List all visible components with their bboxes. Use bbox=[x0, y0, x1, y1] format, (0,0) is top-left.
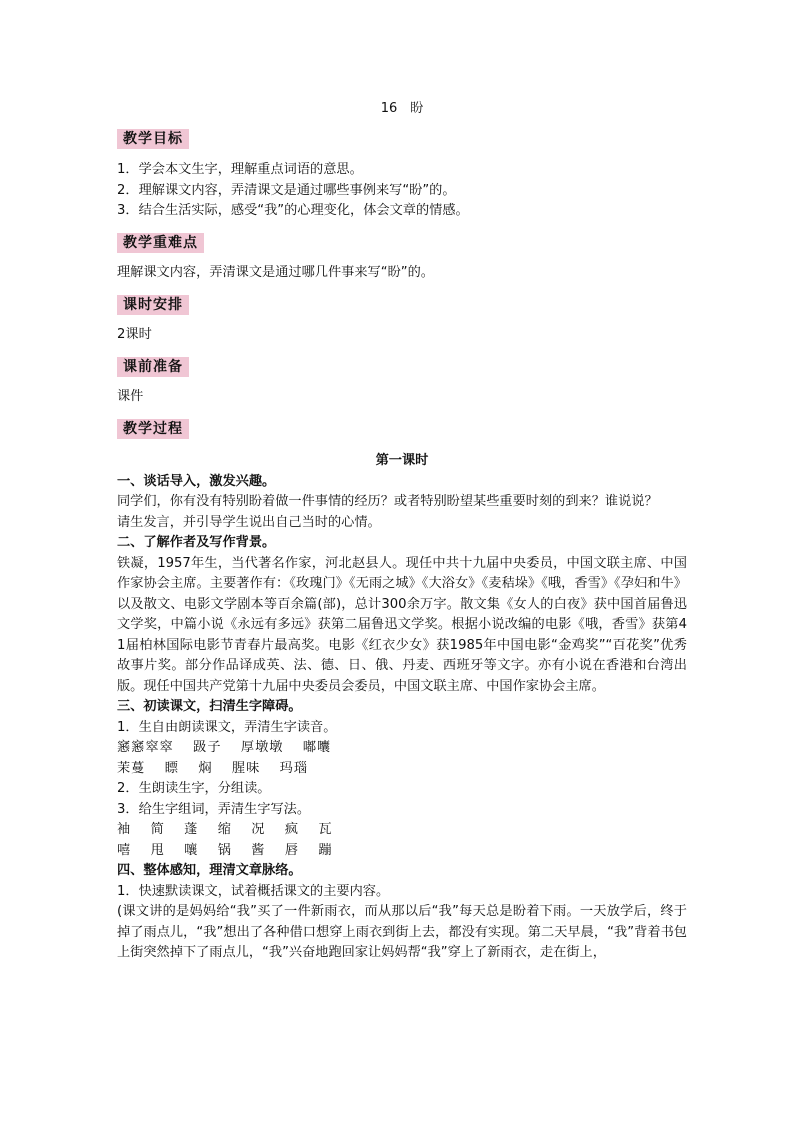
part1-para1: 同学们，你有没有特别盼着做一件事情的经历？或者特别盼望某些重要时刻的到来？谁说说？ bbox=[117, 494, 658, 509]
section-tag-goals: 教学目标 bbox=[117, 129, 189, 149]
part1-heading: 一、谈话导入，激发兴趣。 bbox=[117, 473, 276, 489]
schedule-line: 2课时 bbox=[117, 327, 152, 342]
part3-step1: 1．生自由朗读课文，弄清生字读音。 bbox=[117, 719, 337, 735]
schedule-text bbox=[117, 325, 687, 346]
part3-heading: 三、初读课文，扫清生字障碍。 bbox=[117, 699, 302, 714]
section-goals bbox=[117, 128, 687, 149]
goals-list bbox=[117, 160, 687, 222]
chars-row-1: 袖 简 蓬 缩 况 疯 瓦 bbox=[117, 822, 333, 837]
section-tag-prep: 课前准备 bbox=[117, 357, 189, 377]
document-title: 16 盼 bbox=[380, 101, 424, 116]
goal-item: 1．学会本文生字，理解重点词语的意思。 bbox=[117, 162, 363, 177]
key-points-line: 理解课文内容，弄清课文是通过哪几件事来写“盼”的。 bbox=[117, 265, 434, 280]
section-tag-process: 教学过程 bbox=[117, 419, 189, 439]
part2-para: 铁凝，1957年生，当代著名作家，河北赵县人。现任中共十九届中央委员，中国文联主席、中国作家协会主席。主要著作有：《玫瑰门》《无雨之城》《大浴女》《麦秸垛》《哦，香雪》《孕妇和牛》以及散文、电影文学剧本等百余篇(部)，总计300余万字。散文集《女人的白夜》获中国首届鲁迅文学奖，中篇小说《永远有多远》获第二届鲁迅文学奖。根据小说改编的电影《哦，香雪》获第41届柏林国际电影节青春片最高奖。电影《红衣少女》获1985年中国电影“金鸡奖”“百花奖”优秀故事片奖。部分作品译成英、法、德、日、俄、丹麦、西班牙等文字。亦有小说在香港和台湾出版。现任中国共产党第十九届中央委员会委员，中国文联主席、中国作家协会主席。 bbox=[117, 555, 687, 694]
part3-step3: 3．给生字组词，弄清生字写法。 bbox=[117, 801, 311, 817]
part2-heading: 二、了解作者及写作背景。 bbox=[117, 535, 276, 550]
vocab-row-2: 茉蔓 瞟 焖 腥味 玛瑙 bbox=[117, 760, 309, 776]
section-prep bbox=[117, 356, 687, 377]
part1-para2: 请生发言，并引导学生说出自己当时的心情。 bbox=[117, 514, 381, 530]
section-schedule bbox=[117, 294, 687, 315]
section-tag-schedule: 课时安排 bbox=[117, 295, 189, 315]
chars-row-2: 嘻 甩 嚷 锅 酱 唇 蹦 bbox=[117, 842, 333, 858]
key-points-text bbox=[117, 263, 687, 284]
part4-heading: 四、整体感知，理清文章脉络。 bbox=[117, 863, 302, 878]
section-key-points bbox=[117, 232, 687, 253]
document-page bbox=[117, 0, 687, 1123]
section-tag-key-points: 教学重难点 bbox=[117, 233, 204, 253]
part3-step2: 2．生朗读生字，分组读。 bbox=[117, 781, 271, 796]
prep-text bbox=[117, 387, 687, 408]
goal-item: 2．理解课文内容，弄清课文是通过哪些事例来写“盼”的。 bbox=[117, 182, 456, 198]
lesson-body bbox=[117, 451, 687, 964]
part4-para: (课文讲的是妈妈给“我”买了一件新雨衣，而从那以后“我”每天总是盼着下雨。一天放学后，终于掉了雨点儿，“我”想出了各种借口想穿上雨衣到街上去，都没有实现。第二天早晨，“我”背着书包上街突然掉下了雨点儿，“我”兴奋地跑回家让妈妈帮“我”穿上了新雨衣，走在街上， bbox=[117, 904, 687, 960]
part4-step1: 1．快速默读课文，试着概括课文的主要内容。 bbox=[117, 883, 390, 899]
period-title: 第一课时 bbox=[375, 453, 429, 468]
goal-item: 3．结合生活实际，感受“我”的心理变化，体会文章的情感。 bbox=[117, 203, 469, 218]
prep-line: 课件 bbox=[117, 389, 144, 404]
vocab-row-1: 窸窸窣窣 趿子 厚墩墩 嘟囔 bbox=[117, 740, 332, 755]
section-process bbox=[117, 418, 687, 439]
